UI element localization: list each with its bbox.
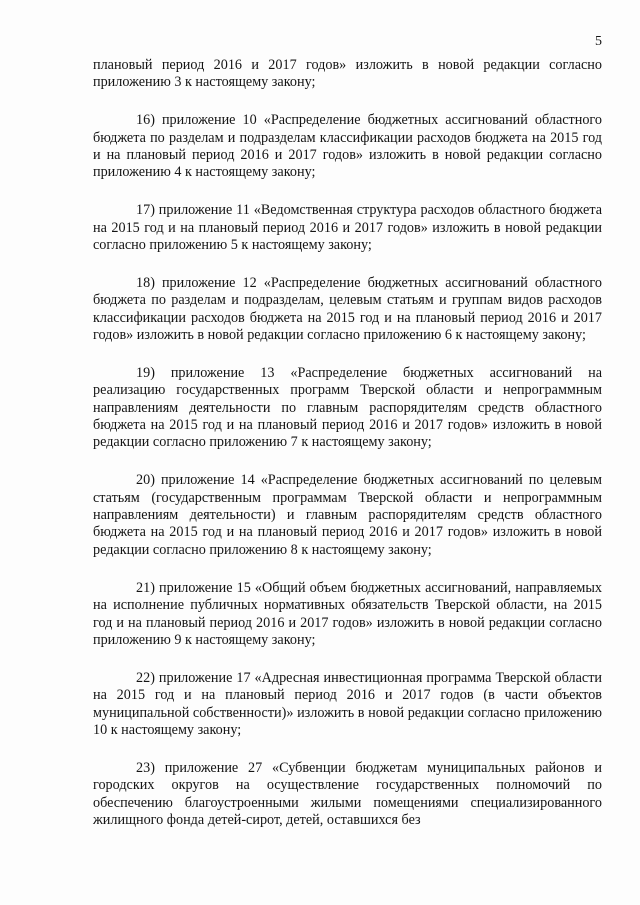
paragraph-item-18: 18) приложение 12 «Распределение бюджетных ассигнований областного бюджета по разделам и подразделам, целевым статьям и группам видов расходов классификации расходов бюджета на 2015 год и на плановый период 2016 и 2017 годов» изложить в новой редакции согласно приложению 6 к настоящему закону; [93, 274, 602, 344]
paragraph-item-20: 20) приложение 14 «Распределение бюджетных ассигнований по целевым статьям (государственным программам Тверской области и непрограммным направлениям деятельности) и главным распорядителям средств областного бюджета на 2015 год и на плановый период 2016 и 2017 годов» изложить в новой редакции согласно приложению 8 к настоящему закону; [93, 472, 602, 558]
paragraph-item-22: 22) приложение 17 «Адресная инвестиционная программа Тверской области на 2015 год и на плановый период 2016 и 2017 годов (в части объектов муниципальной собственности)» изложить в новой редакции согласно приложению 10 к настоящему закону; [93, 669, 602, 738]
document-body [93, 57, 602, 850]
paragraph-continuation: плановый период 2016 и 2017 годов» изложить в новой редакции согласно приложению 3 к настоящему закону; [93, 57, 602, 91]
paragraph-item-17: 17) приложение 11 «Ведомственная структура расходов областного бюджета на 2015 год и на плановый период 2016 и 2017 годов» изложить в новой редакции согласно приложению 5 к настоящему закону; [93, 202, 602, 254]
paragraph-item-23: 23) приложение 27 «Субвенции бюджетам муниципальных районов и городских округов на осуществление государственных полномочий по обеспечению благоустроенными жилыми помещениями специализированного жилищного фонда детей-сирот, детей, оставшихся без [93, 759, 602, 828]
page-number: 5 [595, 34, 602, 49]
paragraph-item-19: 19) приложение 13 «Распределение бюджетных ассигнований на реализацию государственных программ Тверской области и непрограммным направлениям деятельности по главным распорядителям средств областного бюджета на 2015 год и на плановый период 2016 и 2017 годов» изложить в новой редакции согласно приложению 7 к настоящему закону; [93, 364, 602, 451]
paragraph-item-16: 16) приложение 10 «Распределение бюджетных ассигнований областного бюджета по разделам и подразделам классификации расходов бюджета на 2015 год и на плановый период 2016 и 2017 годов» изложить в новой редакции согласно приложению 4 к настоящему закону; [93, 112, 602, 181]
paragraph-item-21: 21) приложение 15 «Общий объем бюджетных ассигнований, направляемых на исполнение публичных нормативных обязательств Тверской области, на 2015 год и на плановый период 2016 и 2017 годов» изложить в новой редакции согласно приложению 9 к настоящему закону; [93, 579, 602, 648]
